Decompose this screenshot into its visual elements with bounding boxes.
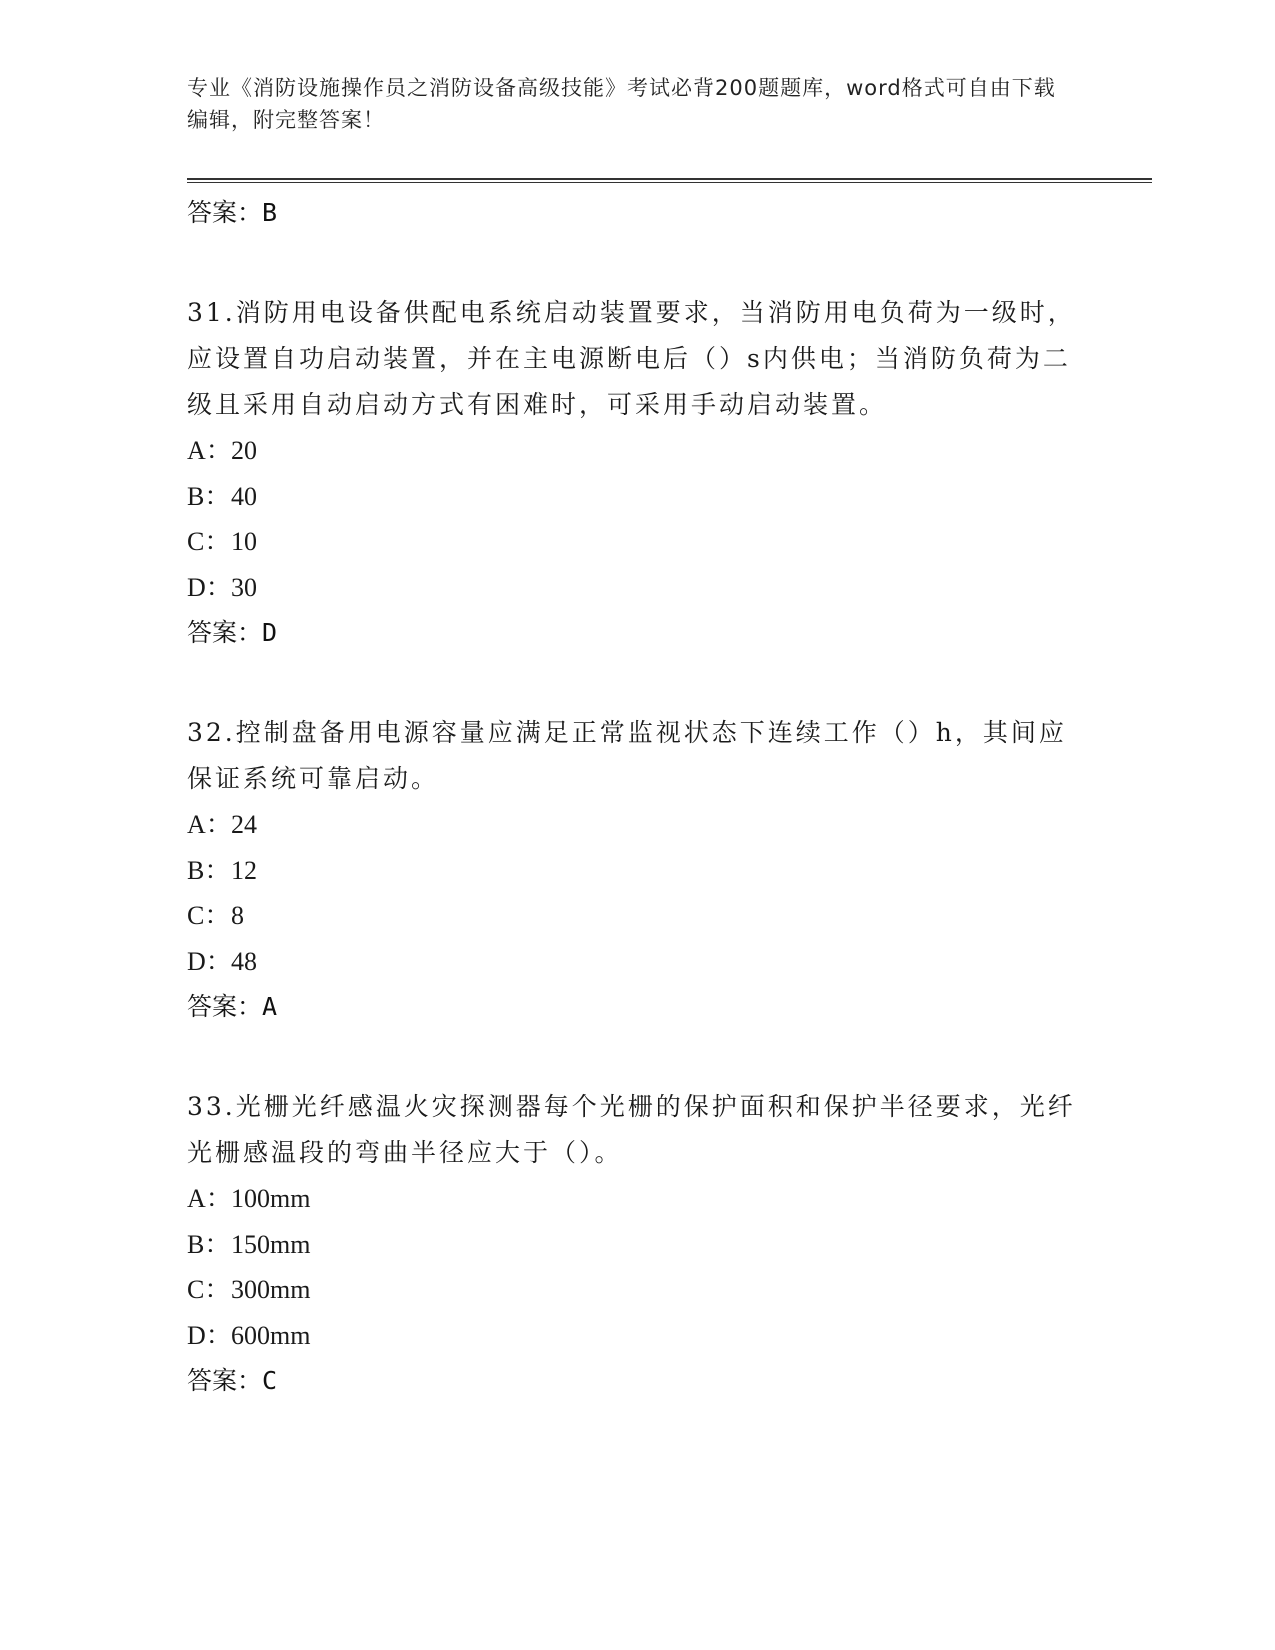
option-letter: A： <box>187 810 232 839</box>
option-value: 600mm <box>231 1320 311 1350</box>
option-value: 150mm <box>231 1229 311 1259</box>
option-d <box>187 565 1087 611</box>
option-b <box>187 848 1087 894</box>
option-d <box>187 939 1087 985</box>
question-31 <box>187 290 1087 656</box>
option-value: 300mm <box>231 1275 311 1304</box>
question-text: 32.控制盘备用电源容量应满足正常监视状态下连续工作（）h，其间应保证系统可靠启动。 <box>187 718 1067 793</box>
option-letter: D： <box>187 946 232 976</box>
option-letter: B： <box>187 481 231 511</box>
option-a <box>187 802 1087 848</box>
option-value: 10 <box>231 527 257 556</box>
option-letter: C： <box>187 527 231 556</box>
option-value: 20 <box>231 436 257 465</box>
option-letter: C： <box>187 1275 231 1304</box>
option-value: 8 <box>231 901 244 930</box>
question-32 <box>187 710 1087 1030</box>
option-letter: B： <box>187 1229 231 1259</box>
option-d <box>187 1313 1087 1359</box>
option-letter: D： <box>187 572 232 602</box>
document-header: 专业《消防设施操作员之消防设备高级技能》考试必背200题题库，word格式可自由下载编辑，附完整答案！ <box>187 76 1056 132</box>
option-value: 12 <box>231 855 257 885</box>
option-letter: A： <box>187 436 232 465</box>
answer-line: 答案：B <box>187 198 278 227</box>
option-letter: D： <box>187 1320 232 1350</box>
answer-line: 答案：D <box>187 618 278 647</box>
option-b <box>187 1222 1087 1268</box>
option-c <box>187 519 1087 565</box>
question-text: 33.光栅光纤感温火灾探测器每个光栅的保护面积和保护半径要求，光纤光栅感温段的弯曲半径应大于（）。 <box>187 1092 1076 1167</box>
answer-line: 答案：A <box>187 992 278 1021</box>
option-c <box>187 893 1087 939</box>
option-letter: A： <box>187 1184 232 1213</box>
option-c <box>187 1267 1087 1313</box>
question-text: 31.消防用电设备供配电系统启动装置要求，当消防用电负荷为一级时，应设置自功启动装置，并在主电源断电后（）s内供电；当消防负荷为二级且采用自动启动方式有困难时，可采用手动启动装置。 <box>187 298 1076 419</box>
question-list <box>187 190 1087 1404</box>
option-value: 48 <box>231 946 257 976</box>
question-33 <box>187 1084 1087 1404</box>
option-a <box>187 1176 1087 1222</box>
header-divider <box>187 178 1152 183</box>
option-value: 100mm <box>231 1184 311 1213</box>
answer-line: 答案：C <box>187 1366 278 1395</box>
option-letter: C： <box>187 901 231 930</box>
option-a <box>187 428 1087 474</box>
option-letter: B： <box>187 855 231 885</box>
option-value: 30 <box>231 572 257 602</box>
option-b <box>187 474 1087 520</box>
option-value: 24 <box>231 810 257 839</box>
option-value: 40 <box>231 481 257 511</box>
